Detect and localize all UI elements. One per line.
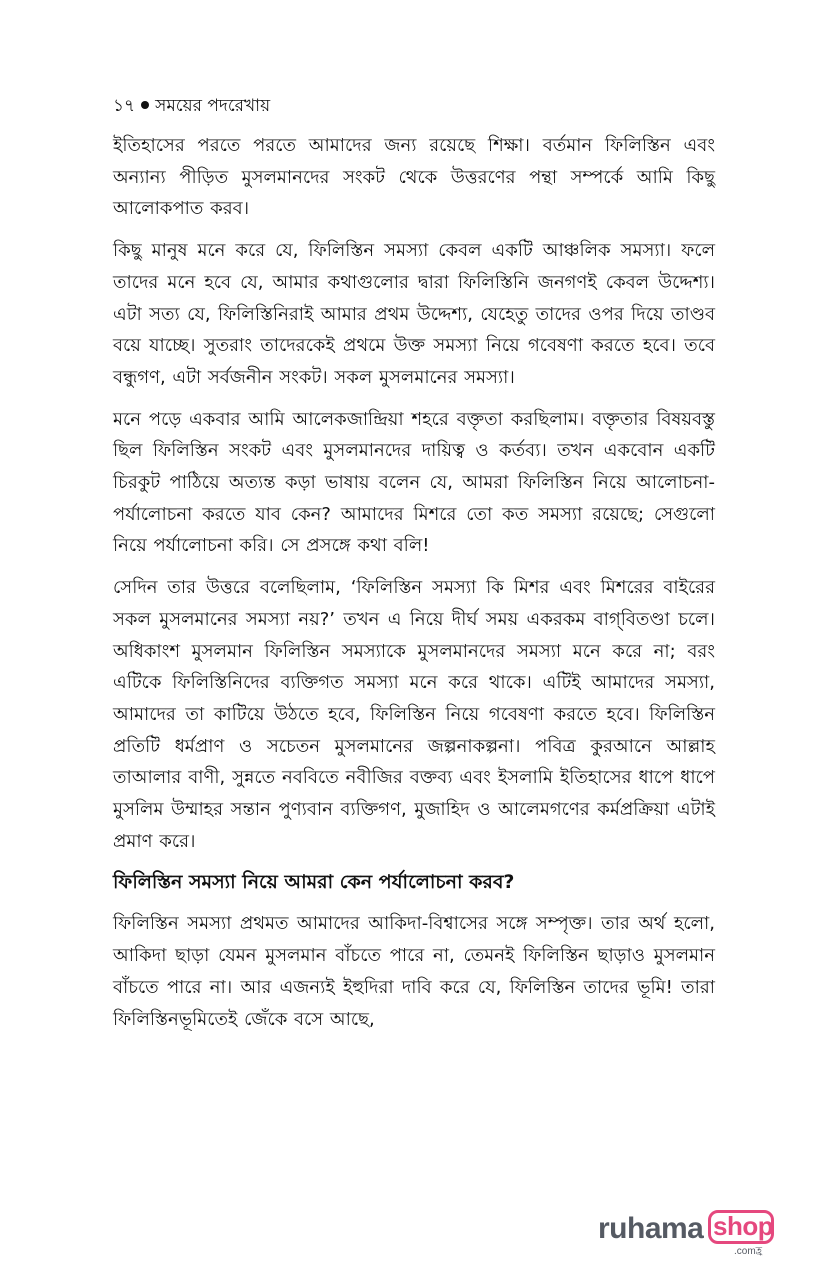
paragraph-4: সেদিন তার উত্তরে বলেছিলাম, ‘ফিলিস্তিন সমস্যা কি মিশর এবং মিশরের বাইরের সকল মুসলমানের সমস্যা নয়?’ তখন এ নিয়ে দীর্ঘ সময় একরকম বাগ্‌বিতণ্ডা চলে। অধিকাংশ মুসলমান ফিলিস্তিন সমস্যাকে মুসলমানদের সমস্যা মনে করে না; বরং এটিকে ফিলিস্তিনিদের ব্যক্তিগত সমস্যা মনে করে থাকে। এটিই আমাদের সমস্যা, আমাদের তা কাটিয়ে উঠতে হবে, ফিলিস্তিন নিয়ে গবেষণা করতে হবে। ফিলিস্তিন প্রতিটি ধর্মপ্রাণ ও সচেতন মুসলমানের জল্পনাকল্পনা। পবিত্র কুরআনে আল্লাহ তাআলার বাণী, সুন্নতে নববিতে নবীজির বক্তব্য এবং ইসলামি ইতিহাসের ধাপে ধাপে মুসলিম উম্মাহর সন্তান পুণ্যবান ব্যক্তিগণ, মুজাহিদ ও আলেমগণের কর্মপ্রক্রিয়া এটাই প্রমাণ করে।: [113, 577, 715, 852]
book-title: সময়ের পদরেখায়: [155, 96, 271, 116]
logo-brand-right: shop: [713, 1211, 774, 1241]
ruhamashop-logo: [598, 1206, 778, 1256]
paragraph-3: মনে পড়ে একবার আমি আলেকজান্দ্রিয়া শহরে বক্তৃতা করছিলাম। বক্তৃতার বিষয়বস্তু ছিল ফিলিস্তিন সংকট এবং মুসলমানদের দায়িত্ব ও কর্তব্য। তখন একবোন একটি চিরকুট পাঠিয়ে অত্যন্ত কড়া ভাষায় বলেন যে, আমরা ফিলিস্তিন নিয়ে আলোচনা-পর্যালোচনা করতে যাব কেন? আমাদের মিশরে তো কত সমস্যা রয়েছে; সেগুলো নিয়ে পর্যালোচনা করি। সে প্রসঙ্গে কথা বলি!: [113, 408, 715, 557]
section-heading: ফিলিস্তিন সমস্যা নিয়ে আমরা কেন পর্যালোচনা করব?: [113, 871, 515, 894]
running-header: [113, 94, 270, 118]
bullet-separator: [141, 101, 149, 109]
page-number: ১৭: [113, 96, 136, 116]
section-paragraph: ফিলিস্তিন সমস্যা প্রথমত আমাদের আকিদা-বিশ্বাসের সঙ্গে সম্পৃক্ত। তার অর্থ হলো, আকিদা ছাড়া যেমন মুসলমান বাঁচতে পারে না, তেমনই ফিলিস্তিন ছাড়াও মুসলমান বাঁচতে পারে না। আর এজন্যই ইহুদিরা দাবি করে যে, ফিলিস্তিন তাদের ভূমি! তারা ফিলিস্তিনভূমিতেই জেঁকে বসে আছে,: [113, 913, 715, 1030]
logo-suffix: .comহ্ৰ: [734, 1246, 763, 1257]
logo-brand-left: ruhama: [598, 1212, 704, 1245]
body-text: [113, 130, 715, 1045]
paragraph-1: ইতিহাসের পরতে পরতে আমাদের জন্য রয়েছে শিক্ষা। বর্তমান ফিলিস্তিন এবং অন্যান্য পীড়িত মুসলমানদের সংকট থেকে উত্তরণের পন্থা সম্পর্কে আমি কিছু আলোকপাত করব।: [113, 135, 715, 220]
paragraph-2: কিছু মানুষ মনে করে যে, ফিলিস্তিন সমস্যা কেবল একটি আঞ্চলিক সমস্যা। ফলে তাদের মনে হবে যে, আমার কথাগুলোর দ্বারা ফিলিস্তিনি জনগণই কেবল উদ্দেশ্য। এটা সত্য যে, ফিলিস্তিনিরাই আমার প্রথম উদ্দেশ্য, যেহেতু তাদের ওপর দিয়ে তাণ্ডব বয়ে যাচ্ছে। সুতরাং তাদেরকেই প্রথমে উক্ত সমস্যা নিয়ে গবেষণা করতে হবে। তবে বন্ধুগণ, এটা সর্বজনীন সংকট। সকল মুসলমানের সমস্যা।: [113, 240, 715, 388]
logo-speech-bubble: [708, 1210, 774, 1244]
